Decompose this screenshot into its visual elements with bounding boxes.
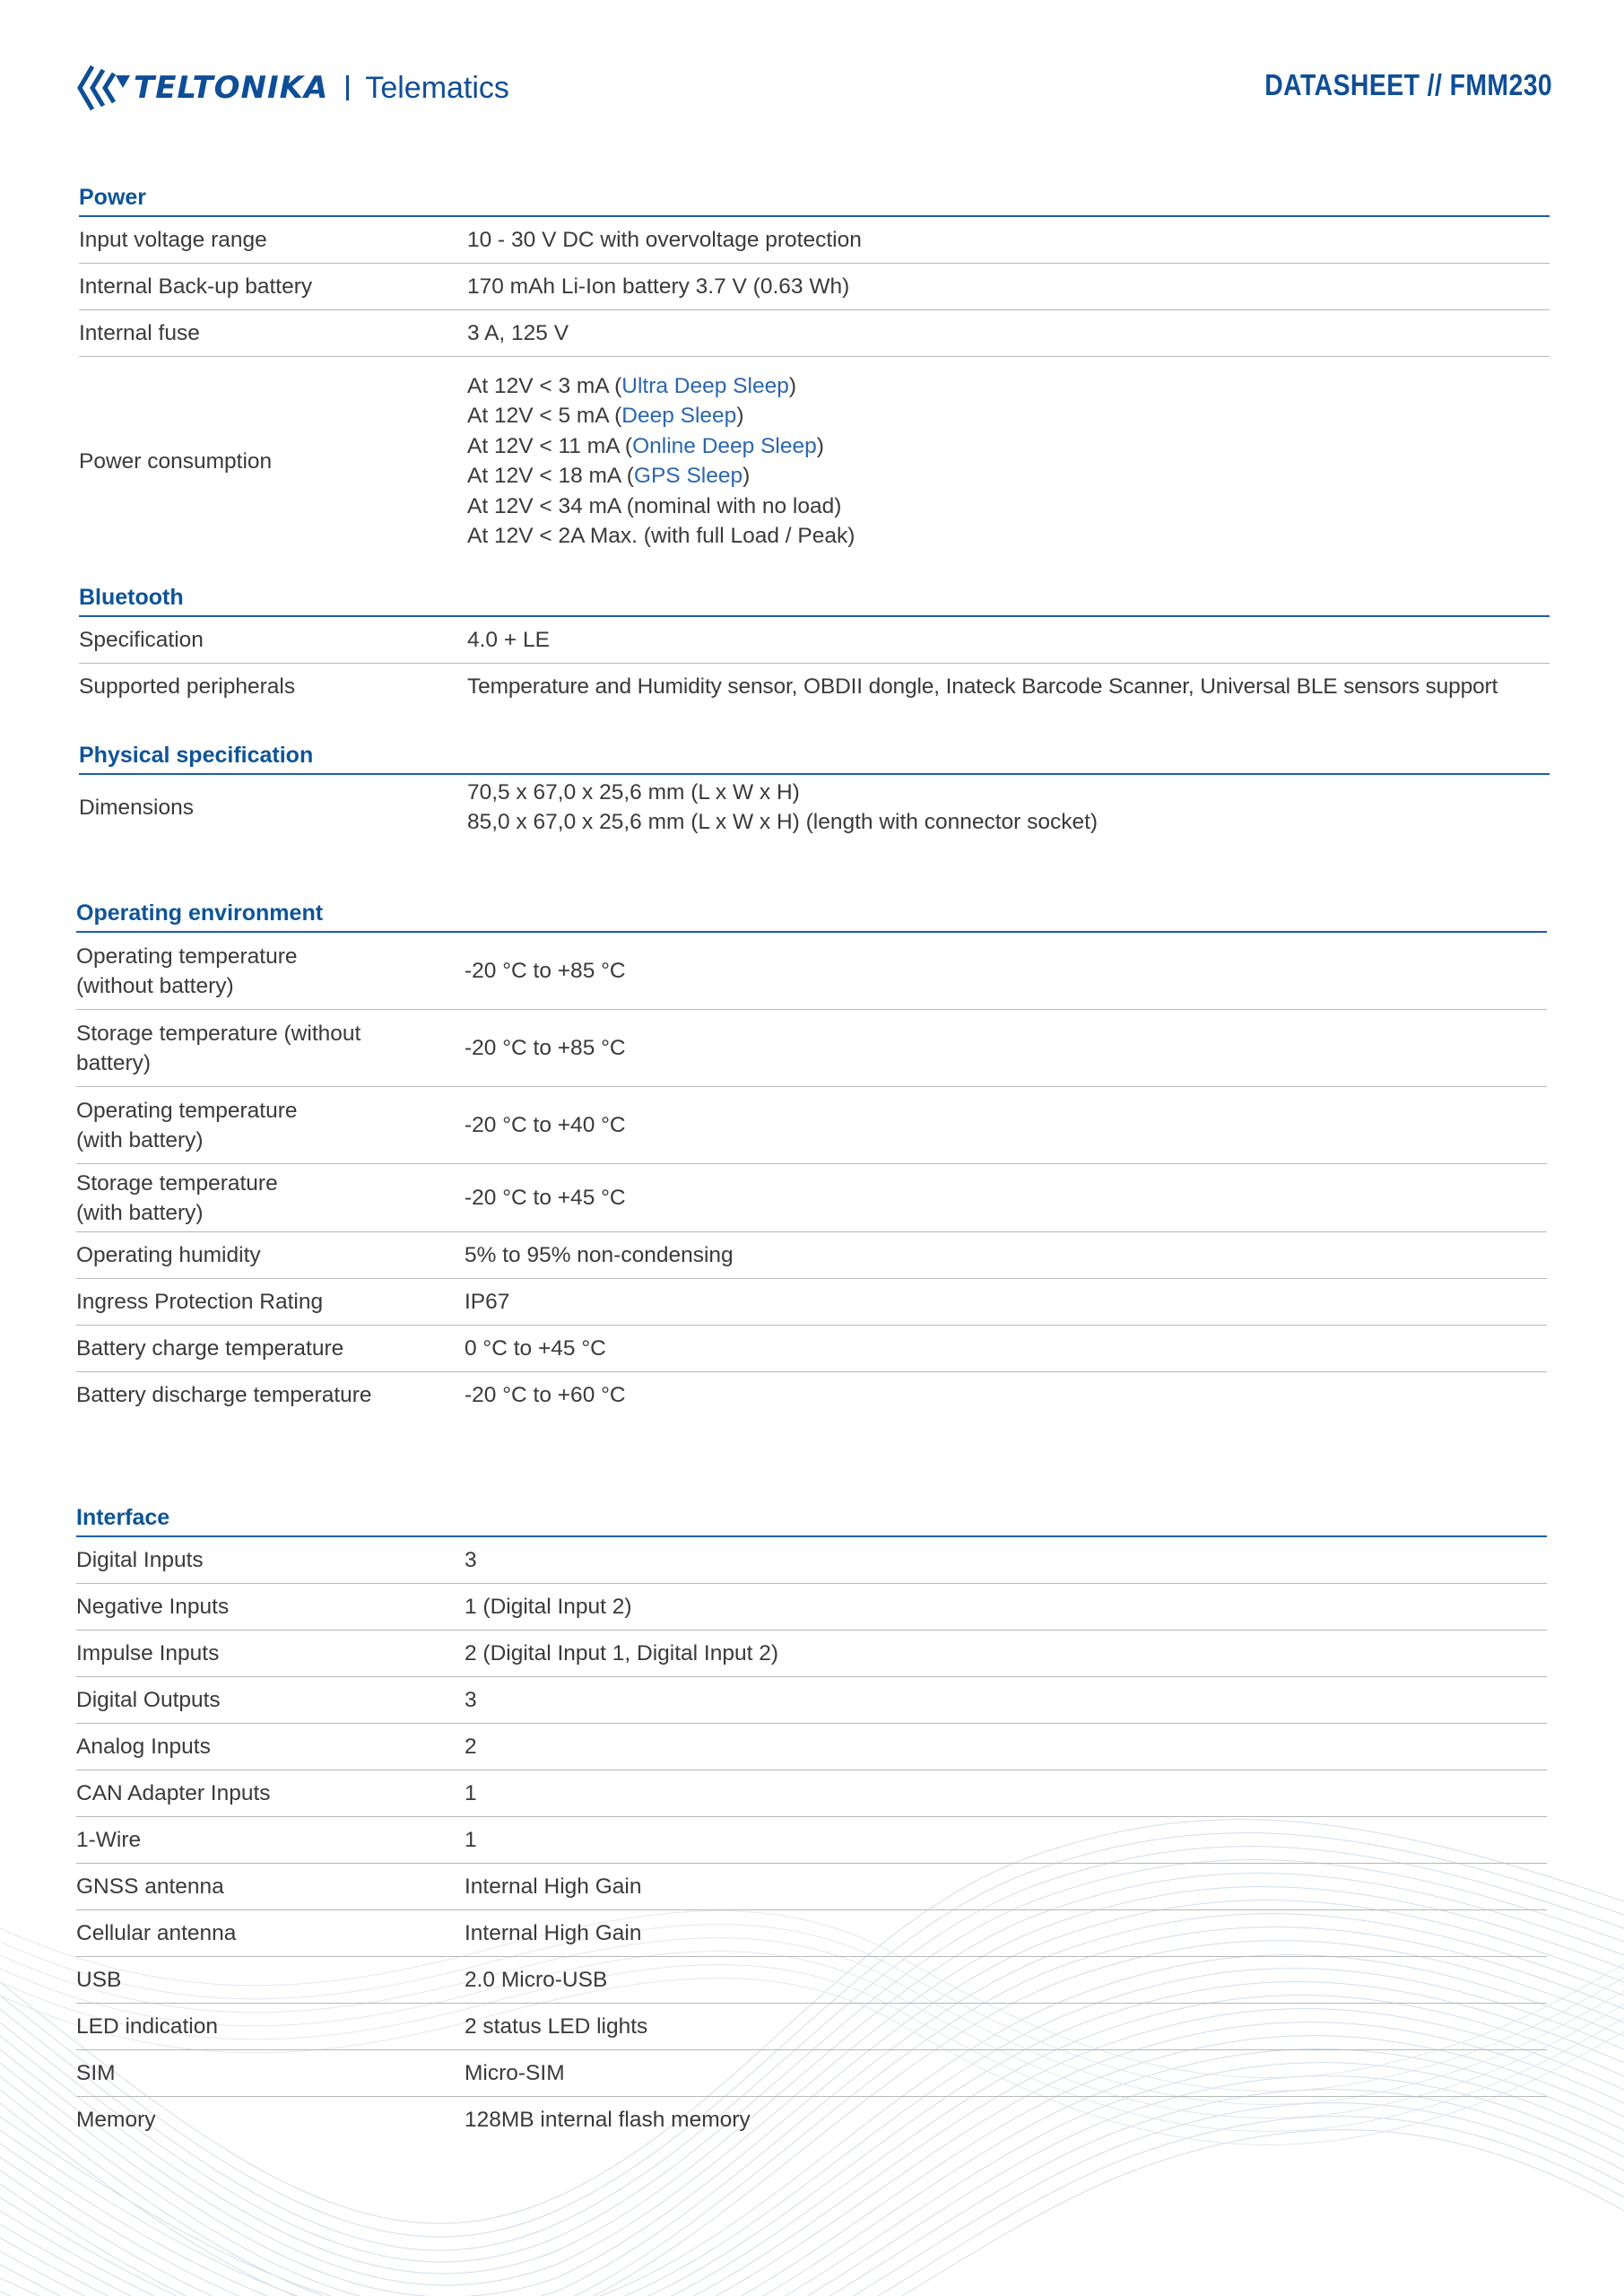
spec-label: Cellular antenna — [76, 1921, 237, 1945]
consumption-line: At 12V < 18 mA (GPS Sleep) — [467, 464, 751, 488]
spec-value: 5% to 95% non-condensing — [465, 1242, 734, 1267]
spec-value: -20 °C to +45 °C — [465, 1185, 626, 1210]
spec-row — [76, 1584, 1547, 1631]
gps-sleep-link[interactable]: GPS Sleep — [633, 464, 743, 488]
power-consumption-values — [467, 371, 1550, 552]
spec-value: 1 — [465, 1780, 477, 1805]
spec-row — [76, 1010, 1547, 1087]
spec-label: Storage temperature (without battery) — [76, 1021, 361, 1075]
deep-sleep-link[interactable]: Deep Sleep — [621, 404, 737, 428]
spec-label: Operating temperature (without battery) — [76, 944, 298, 998]
section-title: Operating environment — [76, 895, 1547, 933]
spec-row — [76, 1631, 1547, 1677]
spec-label: SIM — [76, 2061, 116, 2085]
dimension-line: 70,5 x 67,0 x 25,6 mm (L x W x H) — [467, 779, 800, 804]
spec-row — [76, 1817, 1547, 1864]
ultra-deep-sleep-link[interactable]: Ultra Deep Sleep — [621, 373, 789, 398]
spec-row — [76, 1326, 1547, 1372]
spec-value: -20 °C to +60 °C — [465, 1382, 626, 1407]
spec-row — [76, 1537, 1547, 1584]
dimension-line: 85,0 x 67,0 x 25,6 mm (L x W x H) (length with connector socket) — [467, 810, 1099, 834]
spec-value: 3 A, 125 V — [467, 320, 569, 345]
section-title: Interface — [76, 1500, 1547, 1537]
spec-label: GNSS antenna — [76, 1874, 224, 1899]
spec-row — [79, 617, 1550, 664]
spec-label: Input voltage range — [79, 228, 267, 252]
section-title: Physical specification — [79, 737, 1550, 775]
spec-label: Internal fuse — [79, 321, 200, 345]
physical-specification-section — [79, 737, 1550, 839]
spec-row — [76, 1957, 1547, 2004]
spec-label: LED indication — [76, 2014, 218, 2039]
spec-label: Memory — [76, 2108, 156, 2132]
spec-label: USB — [76, 1968, 122, 1992]
spec-label: Power consumption — [79, 448, 273, 474]
brand-subtitle: Telematics — [365, 70, 509, 105]
section-title: Power — [79, 179, 1550, 217]
operating-environment-section — [76, 895, 1547, 1418]
spec-value: Internal High Gain — [465, 1874, 642, 1899]
spec-label: Ingress Protection Rating — [76, 1290, 324, 1314]
spec-row — [79, 664, 1550, 709]
brand-name: TELTONIKA — [134, 70, 329, 106]
section-title: Bluetooth — [79, 579, 1550, 617]
spec-value: 2 (Digital Input 1, Digital Input 2) — [465, 1640, 778, 1665]
spec-value: 170 mAh Li-Ion battery 3.7 V (0.63 Wh) — [467, 274, 850, 299]
spec-value: Micro-SIM — [465, 2060, 565, 2085]
spec-value: IP67 — [465, 1289, 510, 1314]
interface-section — [76, 1500, 1547, 2143]
teltonika-logo — [76, 61, 509, 115]
consumption-line: At 12V < 5 mA (Deep Sleep) — [467, 404, 744, 428]
page-header — [76, 56, 1552, 118]
spec-label: Negative Inputs — [76, 1595, 230, 1619]
spec-row — [76, 1279, 1547, 1326]
spec-row — [76, 1724, 1547, 1770]
spec-label: Battery charge temperature — [76, 1336, 344, 1361]
spec-row — [76, 2097, 1547, 2143]
spec-label: Storage temperature (with battery) — [76, 1170, 278, 1225]
consumption-line: At 12V < 3 mA (Ultra Deep Sleep) — [467, 373, 797, 398]
spec-value: 0 °C to +45 °C — [465, 1335, 606, 1361]
spec-label: Digital Outputs — [76, 1688, 221, 1712]
online-deep-sleep-link[interactable]: Online Deep Sleep — [632, 433, 817, 458]
spec-row — [79, 310, 1550, 357]
spec-value: 3 — [465, 1547, 477, 1572]
spec-row — [76, 1677, 1547, 1724]
spec-value: 2 status LED lights — [465, 2013, 648, 2039]
spec-row — [79, 217, 1550, 264]
spec-value: -20 °C to +40 °C — [465, 1112, 626, 1137]
spec-label: Specification — [79, 628, 204, 652]
spec-value: 10 - 30 V DC with overvoltage protection — [467, 227, 862, 252]
spec-row — [76, 1232, 1547, 1279]
spec-label: Impulse Inputs — [76, 1641, 220, 1665]
spec-value: 1 (Digital Input 2) — [465, 1594, 632, 1619]
spec-label: 1-Wire — [76, 1828, 142, 1852]
spec-value: 2 — [465, 1734, 477, 1759]
spec-value: 128MB internal flash memory — [465, 2107, 751, 2132]
spec-label: Operating humidity — [76, 1243, 261, 1267]
spec-label: Dimensions — [79, 795, 194, 820]
consumption-line: At 12V < 11 mA (Online Deep Sleep) — [467, 433, 824, 458]
spec-label: Operating temperature (with battery) — [76, 1098, 298, 1152]
dimensions-values — [467, 778, 1550, 838]
spec-label: Battery discharge temperature — [76, 1383, 372, 1407]
spec-value: 2.0 Micro-USB — [465, 1967, 608, 1992]
spec-row — [76, 1910, 1547, 1957]
spec-value: Internal High Gain — [465, 1920, 642, 1945]
spec-value: 1 — [465, 1827, 477, 1852]
spec-row — [79, 264, 1550, 310]
spec-row — [76, 2050, 1547, 2097]
spec-row — [79, 357, 1550, 565]
spec-value: Temperature and Humidity sensor, OBDII dongle, Inateck Barcode Scanner, Universal BLE sensors support — [467, 674, 1498, 699]
spec-label: Internal Back-up battery — [79, 274, 313, 299]
consumption-line: At 12V < 34 mA (nominal with no load) — [467, 493, 842, 518]
spec-label: Supported peripherals — [79, 674, 296, 699]
spec-row — [76, 1164, 1547, 1232]
teltonika-diamond-logo-icon — [76, 63, 132, 113]
spec-label: Analog Inputs — [76, 1735, 211, 1759]
spec-row — [76, 1087, 1547, 1164]
spec-value: 3 — [465, 1687, 477, 1712]
spec-label: CAN Adapter Inputs — [76, 1781, 271, 1805]
consumption-line: At 12V < 2A Max. (with full Load / Peak) — [467, 524, 855, 548]
document-title: DATASHEET // FMM230 — [1264, 68, 1552, 101]
spec-value: -20 °C to +85 °C — [465, 958, 626, 983]
spec-row — [76, 1770, 1547, 1817]
spec-row — [76, 2004, 1547, 2050]
spec-row — [76, 1372, 1547, 1418]
logo-separator — [346, 75, 349, 100]
spec-value: -20 °C to +85 °C — [465, 1035, 626, 1060]
spec-row — [76, 933, 1547, 1010]
spec-row — [79, 775, 1550, 839]
spec-label: Digital Inputs — [76, 1548, 204, 1572]
power-section — [79, 179, 1550, 565]
spec-row — [76, 1864, 1547, 1910]
bluetooth-section — [79, 579, 1550, 709]
spec-value: 4.0 + LE — [467, 627, 550, 652]
